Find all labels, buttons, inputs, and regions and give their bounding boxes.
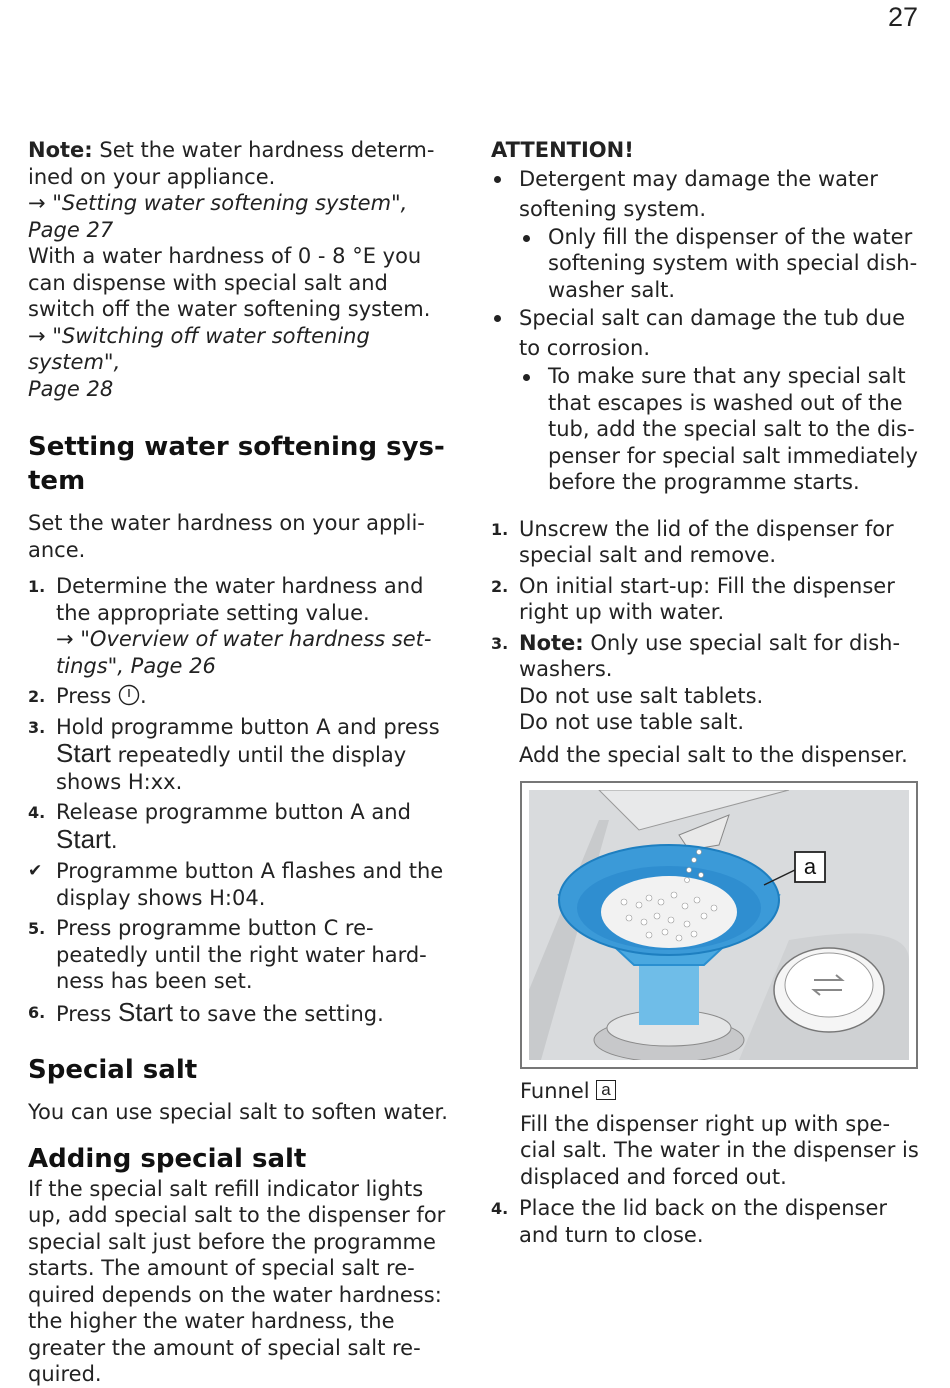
hardness-text-1: With a water hardness of 0 - 8 °E you xyxy=(28,244,422,268)
step-result: ✔ Programme button A flashes and the display shows H:04. xyxy=(28,859,444,910)
attention-subbullet-fill: Only fill the dispenser of the water softening system with special dish- washer salt. xyxy=(491,224,921,304)
hardness-text-3: switch off the water softening system. xyxy=(28,297,431,321)
note-label: Note: xyxy=(519,630,584,655)
adding-line: greater the amount of special salt re- xyxy=(28,1335,421,1360)
step-6: 6. Press Start to save the setting. xyxy=(28,996,384,1027)
page-number: 27 xyxy=(887,2,918,32)
adding-line: quired depends on the water hardness: xyxy=(28,1282,442,1307)
link-switching-off[interactable]: → "Switching off water softening system", xyxy=(28,323,370,374)
step-3: 3. Hold programme button A and press Start repeatedly until the display shows H:xx. xyxy=(28,714,440,794)
attention-bullet-detergent: Detergent may damage the water softening system. xyxy=(491,164,921,224)
right-step-3: 3. Note: Only use special salt for dish- washers. Do not use salt tablets. Do not use table salt. Add the special salt to the dispenser. xyxy=(491,630,908,767)
note-line-1: Note: Set the water hardness determ- xyxy=(28,138,435,162)
figure-caption: Funnel a xyxy=(520,1078,930,1105)
right-column xyxy=(491,137,921,768)
adding-line: If the special salt refill indicator lights xyxy=(28,1176,424,1201)
setting-intro-2: ance. xyxy=(28,537,86,562)
heading-adding-special-salt: Adding special salt xyxy=(28,1143,307,1174)
step-2: 2. Press . xyxy=(28,684,147,708)
power-icon xyxy=(118,684,140,706)
step-4: 4. Release programme button A and Start. xyxy=(28,800,411,854)
adding-line: quired. xyxy=(28,1362,102,1386)
adding-line: special salt just before the programme xyxy=(28,1229,436,1254)
link-overview-hardness[interactable]: → "Overview of water hardness set- xyxy=(56,627,432,651)
note-line-2: ined on your appliance. xyxy=(28,164,276,189)
attention-subbullet-washout: To make sure that any special salt that escapes is washed out of the tub, add the special salt to the dis- penser for special salt immediately before the programme starts. xyxy=(491,363,921,496)
step-1: 1. Determine the water hardness and the appropriate setting value. → "Overview of water hardness set- tings", Page 26 xyxy=(28,573,458,679)
figure-label-a: a xyxy=(803,854,817,879)
right-step-4-wrap xyxy=(491,1195,921,1248)
attention-bullet-corrosion: Special salt can damage the tub due to corrosion. xyxy=(491,303,921,363)
funnel-illustration xyxy=(520,781,918,1069)
setting-intro-1: Set the water hardness on your appli- xyxy=(28,511,425,535)
link-switching-off-page[interactable]: Page 28 xyxy=(28,376,114,401)
adding-paragraph xyxy=(28,1176,458,1388)
funnel-drawing xyxy=(529,790,909,1060)
special-salt-text: You can use special salt to soften water. xyxy=(28,1100,448,1124)
heading-setting-water-softening-2: tem xyxy=(28,466,86,496)
link-overview-hardness-page[interactable]: tings", Page 26 xyxy=(56,653,216,678)
link-setting-water-softening[interactable]: → "Setting water softening system", xyxy=(28,191,408,215)
caption-label-a: a xyxy=(596,1080,615,1100)
heading-setting-water-softening: Setting water softening sys- xyxy=(28,432,445,462)
check-icon: ✔ xyxy=(28,861,43,881)
step-5: 5. Press programme button C re- peatedly until the right water hard- ness has been set. xyxy=(28,916,427,993)
start-button-label: Start xyxy=(56,823,111,854)
adding-line: starts. The amount of special salt re- xyxy=(28,1256,415,1280)
left-column xyxy=(28,137,458,1388)
adding-line: up, add special salt to the dispenser for xyxy=(28,1203,446,1227)
right-step-2: 2. On initial start-up: Fill the dispenser right up with water. xyxy=(491,573,895,624)
right-step-1: 1. Unscrew the lid of the dispenser for special salt and remove. xyxy=(491,516,894,567)
heading-special-salt: Special salt xyxy=(28,1055,198,1085)
right-step-4: 4. Place the lid back on the dispenser and turn to close. xyxy=(491,1196,888,1247)
note-label: Note: xyxy=(28,138,93,162)
attention-heading: ATTENTION! xyxy=(491,138,634,162)
start-button-label: Start xyxy=(56,738,111,768)
adding-line: the higher the water hardness, the xyxy=(28,1309,395,1333)
link-setting-water-softening-page[interactable]: Page 27 xyxy=(28,217,114,242)
start-button-label: Start xyxy=(117,996,173,1027)
hardness-text-2: can dispense with special salt and xyxy=(28,270,388,295)
figure-caption-block: Funnel a Fill the dispenser right up with spe- cial salt. The water in the dispenser is displaced and forced out. xyxy=(520,1078,930,1190)
